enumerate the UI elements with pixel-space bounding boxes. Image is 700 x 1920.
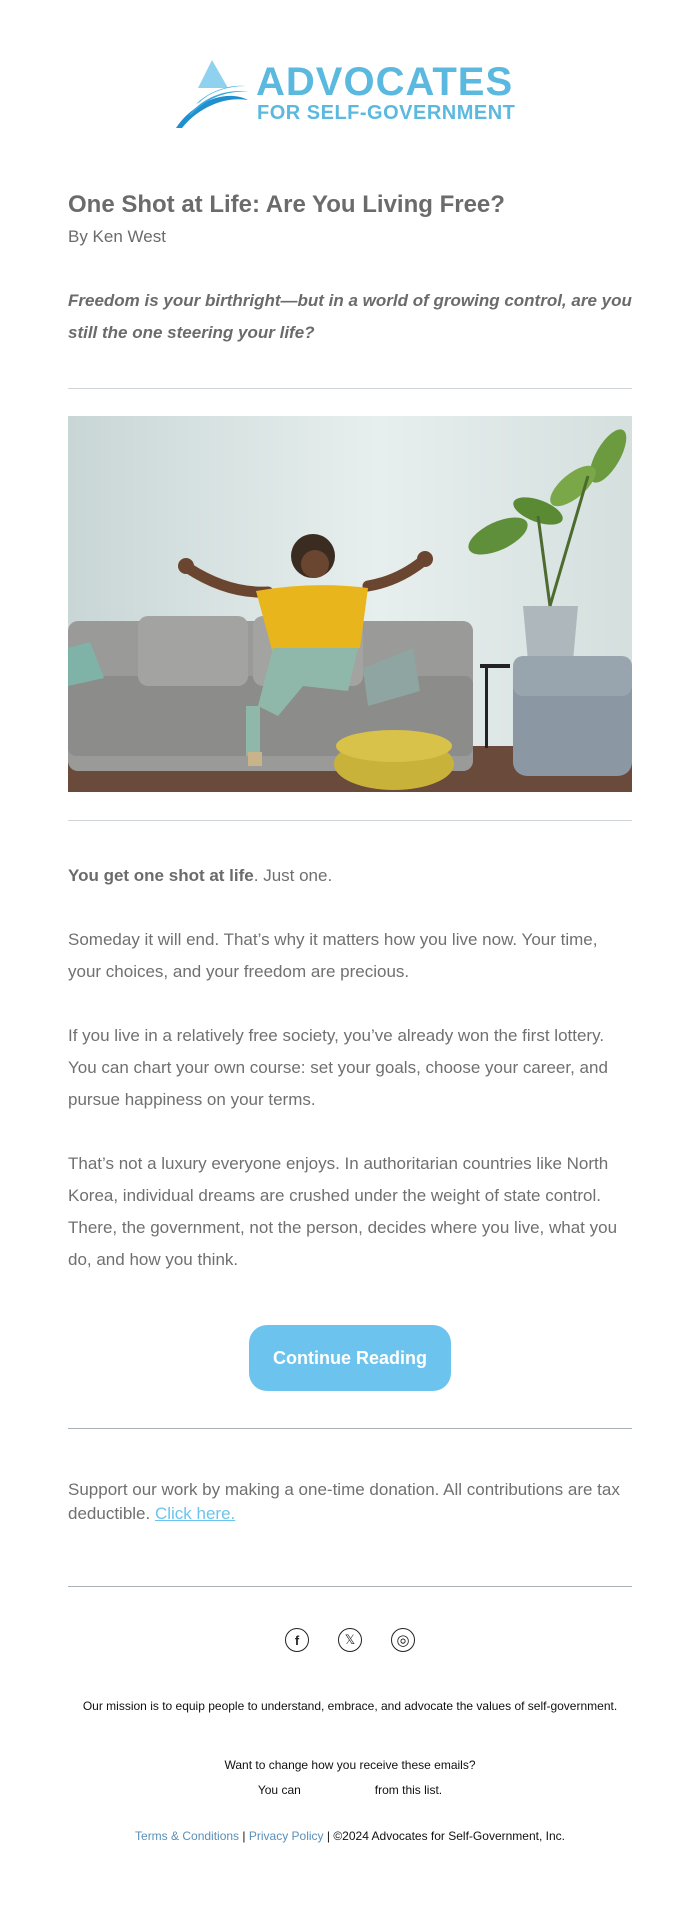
- emphasis-text: You get one shot at life: [68, 866, 254, 885]
- mission-statement: Our mission is to equip people to understand, embrace, and advocate the values of self-government.: [82, 1699, 618, 1713]
- logo-mark-icon: [172, 58, 252, 130]
- article-lede: Freedom is your birthright—but in a world of growing control, are you still the one steering your life?: [68, 291, 632, 342]
- divider: [68, 1586, 632, 1587]
- donation-message: [68, 1478, 634, 1526]
- article-title: One Shot at Life: Are You Living Free?: [68, 191, 505, 218]
- divider: [68, 1428, 632, 1429]
- copyright-text: ©2024 Advocates for Self-Government, Inc.: [333, 1829, 565, 1843]
- logo-wordmark-advocates: ADVOCATES: [256, 60, 514, 104]
- paragraph-text: . Just one.: [253, 866, 333, 885]
- continue-reading-button[interactable]: Continue Reading: [249, 1325, 451, 1391]
- unsubscribe-line: [0, 1782, 700, 1798]
- article-paragraph-2: Someday it will end. That’s why it matters how you live now. Your time, your choices, and your freedom are precious.: [68, 930, 598, 981]
- footer-links: Terms & Conditions | Privacy Policy | ©2024 Advocates for Self-Government, Inc.: [135, 1829, 565, 1843]
- terms-link[interactable]: Terms & Conditions: [135, 1829, 240, 1843]
- divider: [68, 388, 632, 389]
- donation-text: Support our work by making a one-time donation. All contributions are tax deductible.: [68, 1480, 620, 1523]
- privacy-link[interactable]: Privacy Policy: [248, 1829, 324, 1843]
- divider: [68, 820, 632, 821]
- article-byline: By Ken West: [68, 227, 166, 246]
- unsubscribe-suffix: from this list.: [374, 1783, 443, 1797]
- donate-link[interactable]: Click here.: [154, 1504, 236, 1523]
- brand-logo[interactable]: [172, 58, 532, 130]
- article-paragraph-4: That’s not a luxury everyone enjoys. In authoritarian countries like North Korea, individual dreams are crushed under the weight of state control. There, the government, not the person, decides where you live, what you do, and how you think.: [68, 1154, 618, 1269]
- article-paragraph-1: [68, 860, 634, 892]
- unsubscribe-prefix: You can: [257, 1783, 301, 1797]
- instagram-icon[interactable]: ◎: [391, 1628, 415, 1652]
- hero-image[interactable]: [68, 416, 632, 792]
- logo-wordmark-tagline: FOR SELF-GOVERNMENT: [257, 102, 516, 124]
- email-preferences-question: Want to change how you receive these emails?: [224, 1758, 476, 1772]
- x-twitter-icon[interactable]: 𝕏: [338, 1628, 362, 1652]
- facebook-icon[interactable]: f: [285, 1628, 309, 1652]
- article-paragraph-3: If you live in a relatively free society, you’ve already won the first lottery. You can chart your own course: set your goals, choose your career, and pursue happiness on your terms.: [68, 1026, 608, 1109]
